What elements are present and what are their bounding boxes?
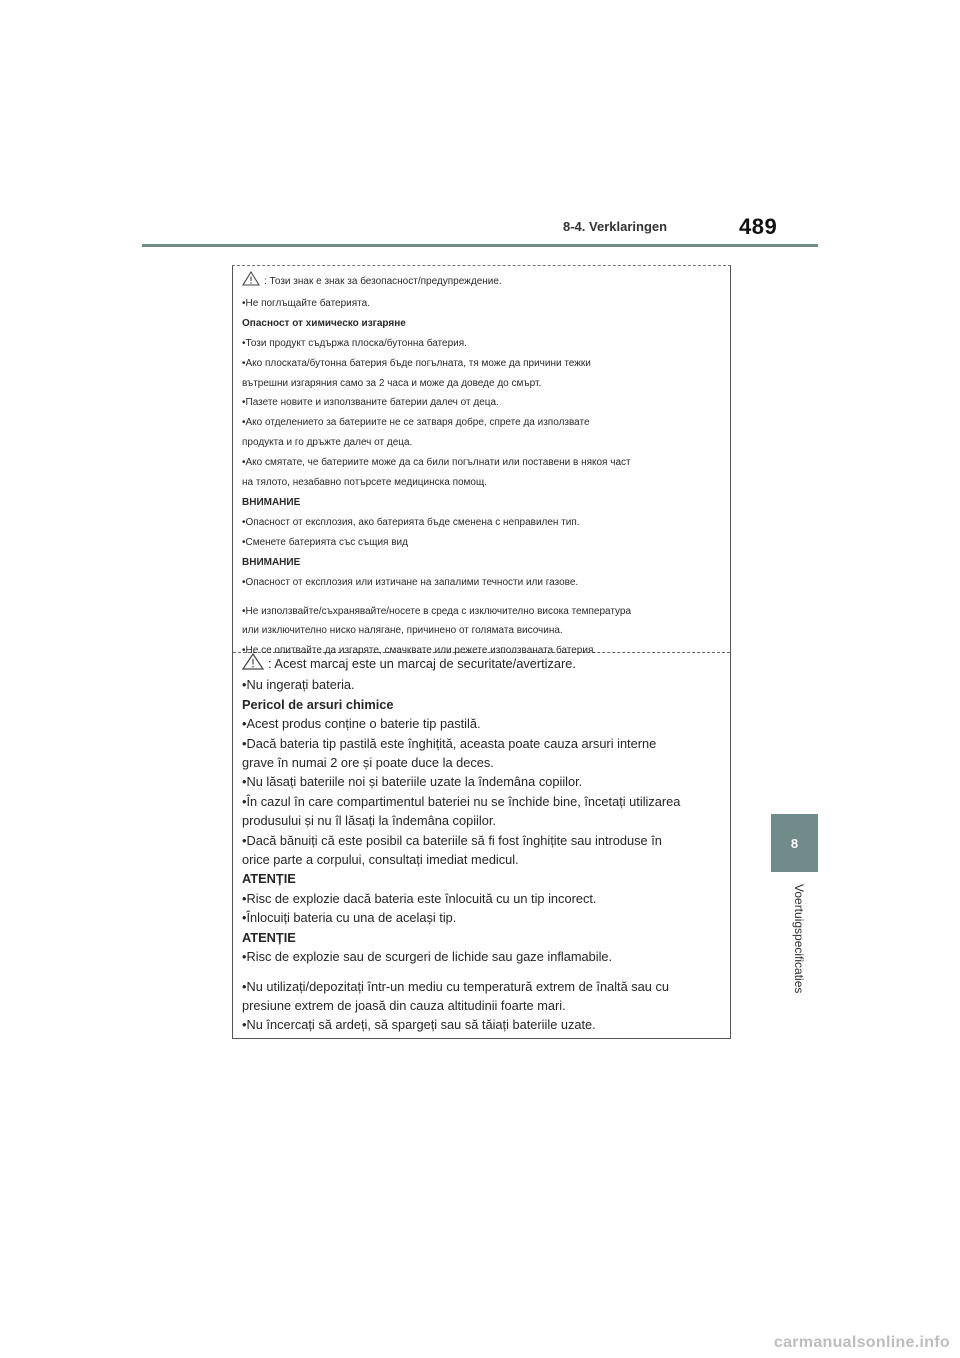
warning-item: •Nu încercați să ardeți, să spargeți sau să tăiați bateriile uzate.	[242, 1017, 596, 1033]
warning-heading: ВНИМАНИЕ	[242, 496, 301, 508]
warning-item: •Не поглъщайте батерията.	[242, 297, 370, 309]
warning-item: •Acest produs conține o baterie tip pastilă.	[242, 716, 481, 732]
warning-item: вътрешни изгаряния само за 2 часа и може да доведе до смърт.	[242, 377, 542, 389]
footer-watermark: carmanualsonline.info	[773, 1334, 950, 1351]
warning-symbol-text: : Acest marcaj este un marcaj de securitate/avertizare.	[268, 656, 576, 671]
chapter-title: Voertuigspecificaties	[792, 884, 806, 994]
warning-item: •Опасност от експлозия, ако батерията бъде сменена с неправилен тип.	[242, 516, 580, 528]
warning-heading: ATENȚIE	[242, 871, 296, 887]
warning-item: orice parte a corpului, consultați imediat medicul.	[242, 852, 519, 868]
bulgarian-warning-section	[242, 271, 722, 661]
warning-item: продукта и го дръжте далеч от деца.	[242, 437, 413, 449]
warning-symbol-line	[242, 271, 722, 294]
header-rule	[142, 244, 818, 247]
warning-item: produsului și nu îl lăsați la îndemâna copiilor.	[242, 813, 496, 829]
romanian-warning-section	[242, 653, 722, 1035]
warning-heading: ATENȚIE	[242, 929, 296, 945]
warning-item: •Risc de explozie dacă bateria este înlocuită cu un tip incorect.	[242, 890, 597, 906]
spacer	[242, 967, 722, 977]
warning-item: •Не използвайте/съхранявайте/носете в среда с изключително висока температура	[242, 605, 632, 617]
warning-item: •Този продукт съдържа плоска/бутонна батерия.	[242, 337, 467, 349]
warning-item: •Risc de explozie sau de scurgeri de lichide sau gaze inflamabile.	[242, 949, 613, 965]
warning-item: или изключително ниско налягане, причинено от голямата височина.	[242, 625, 563, 637]
warning-item: •Nu utilizați/depozitați într-un mediu cu temperatură extrem de înaltă sau cu	[242, 978, 669, 994]
warning-item: •În cazul în care compartimentul bateriei nu se închide bine, încetați utilizarea	[242, 793, 681, 809]
warning-item: •Опасност от експлозия или изтичане на запалими течности или газове.	[242, 576, 579, 588]
warning-item: на тялото, незабавно потърсете медицинска помощ.	[242, 477, 487, 489]
warning-item: •Сменете батерията със същия вид	[242, 536, 408, 548]
warning-item: presiune extrem de joasă din cauza altitudinii foarte mari.	[242, 997, 566, 1013]
warning-item: •Nu ingerați bateria.	[242, 677, 355, 693]
warning-item: •Не се опитвайте да изгаряте, смачквате или режете използваната батерия.	[242, 645, 597, 657]
warning-item: •Dacă bateria tip pastilă este înghițită, aceasta poate cauza arsuri interne	[242, 735, 657, 751]
warning-item: •Nu lăsați bateriile noi și bateriile uzate la îndemâna copiilor.	[242, 774, 583, 790]
warning-item: •Înlocuiți bateria cu una de același tip.	[242, 910, 457, 926]
warning-heading: Опасност от химическо изгаряне	[242, 317, 406, 329]
warning-symbol-line	[242, 653, 722, 675]
warning-item: •Ако плоската/бутонна батерия бъде погълната, тя може да причини тежки	[242, 357, 591, 369]
warning-triangle-icon	[242, 653, 264, 675]
chapter-number: 8	[790, 835, 799, 851]
section-title: 8-4. Verklaringen	[563, 219, 668, 234]
warning-item: •Dacă bănuiți că este posibil ca bateriile să fi fost înghițite sau introduse în	[242, 832, 662, 848]
spacer	[242, 593, 722, 602]
page-number: 489	[739, 214, 778, 239]
warning-heading: Pericol de arsuri chimice	[242, 696, 394, 712]
warning-item: •Ако отделението за батериите не се затваря добре, спрете да използвате	[242, 417, 590, 429]
warning-item: grave în numai 2 ore și poate duce la deces.	[242, 755, 494, 771]
chapter-tab[interactable]	[771, 814, 818, 872]
warning-item: •Ако смятате, че батериите може да са били погълнати или поставени в някоя част	[242, 457, 631, 469]
warning-heading: ВНИМАНИЕ	[242, 556, 301, 568]
warning-item: •Пазете новите и използваните батерии далеч от деца.	[242, 397, 499, 409]
warning-symbol-text: : Този знак е знак за безопасност/предупреждение.	[264, 276, 502, 287]
warning-triangle-icon	[242, 271, 260, 294]
